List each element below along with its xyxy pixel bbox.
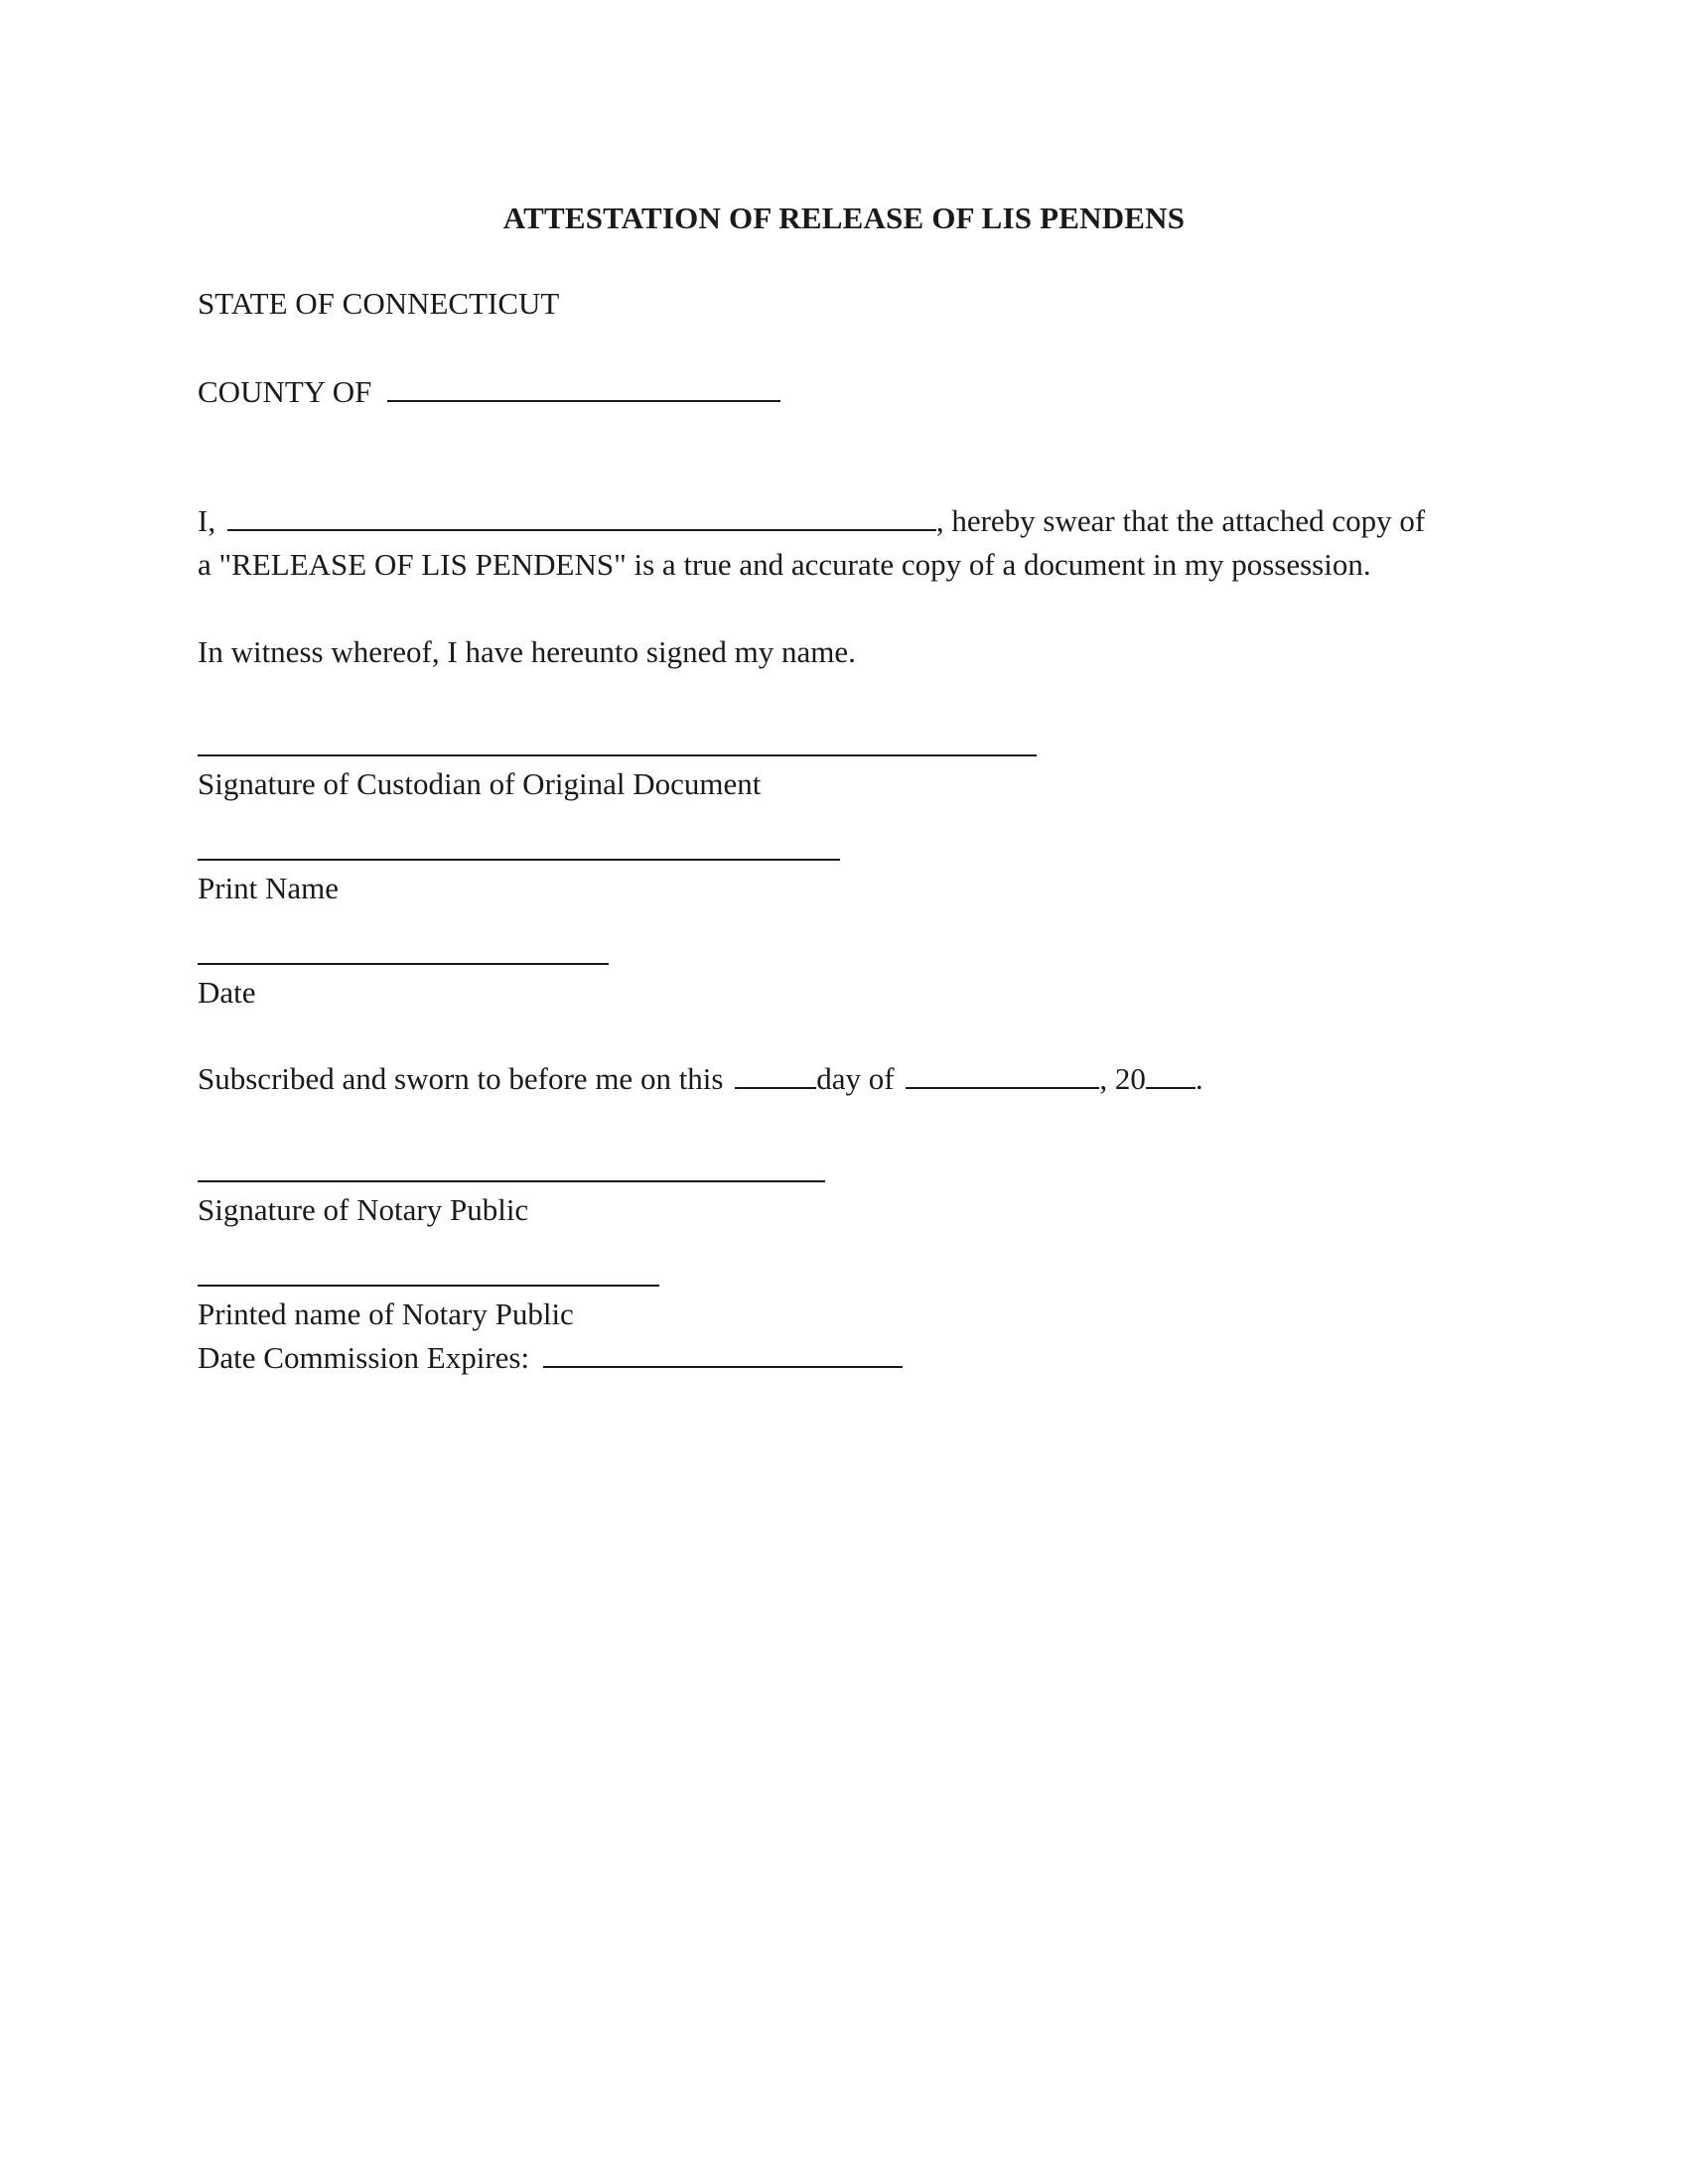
year-field[interactable] <box>1146 1060 1196 1089</box>
print-name-label: Print Name <box>198 871 340 905</box>
subscribed-line <box>198 1059 1203 1099</box>
notary-signature-field[interactable] <box>198 1180 825 1182</box>
oath-line-2: a "RELEASE OF LIS PENDENS" is a true and accurate copy of a document in my possession. <box>198 547 1371 582</box>
county-line <box>198 372 780 412</box>
witness-line: In witness whereof, I have hereunto signed my name. <box>198 634 856 669</box>
commission-expires-label: Date Commission Expires: <box>198 1340 530 1375</box>
oath-line-1 <box>198 501 1425 541</box>
document-title: ATTESTATION OF RELEASE OF LIS PENDENS <box>502 201 1186 235</box>
notary-printed-name-field[interactable] <box>198 1285 659 1287</box>
custodian-signature-label: Signature of Custodian of Original Document <box>198 766 762 801</box>
county-field[interactable] <box>387 373 780 402</box>
date-field[interactable] <box>198 963 609 965</box>
day-field[interactable] <box>735 1060 816 1089</box>
subscribed-text-3: , 20 <box>1099 1061 1146 1096</box>
county-label: COUNTY OF <box>198 374 372 409</box>
print-name-field[interactable] <box>198 859 840 861</box>
custodian-signature-field[interactable] <box>198 754 1037 756</box>
date-label: Date <box>198 975 256 1010</box>
subscribed-text-4: . <box>1195 1061 1203 1096</box>
oath-suffix: , hereby swear that the attached copy of <box>935 503 1426 538</box>
notary-signature-label: Signature of Notary Public <box>198 1192 529 1227</box>
state-line: STATE OF CONNECTICUT <box>198 286 560 321</box>
subscribed-text-2: day of <box>816 1061 895 1096</box>
oath-prefix: I, <box>198 503 216 538</box>
month-field[interactable] <box>906 1060 1099 1089</box>
commission-expires-field[interactable] <box>543 1339 903 1368</box>
commission-expires-line <box>198 1338 903 1378</box>
affiant-name-field[interactable] <box>227 502 936 531</box>
notary-printed-name-label: Printed name of Notary Public <box>198 1297 574 1331</box>
subscribed-text-1: Subscribed and sworn to before me on this <box>198 1061 724 1096</box>
